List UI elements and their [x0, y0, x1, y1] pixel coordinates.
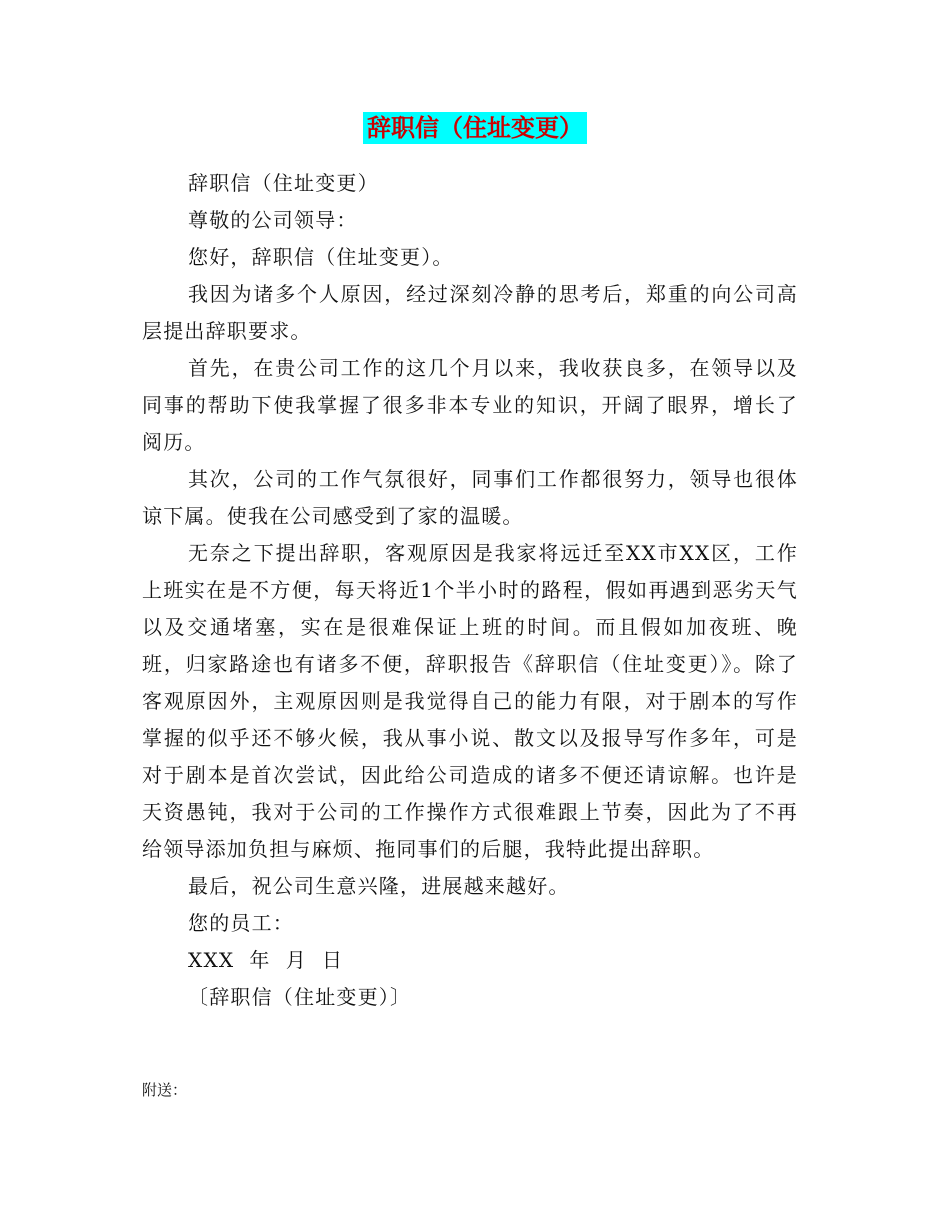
paragraph-reference: 〔辞职信（住址变更）〕: [188, 985, 412, 1009]
paragraph-closing: 最后，祝公司生意兴隆，进展越来越好。: [188, 874, 570, 898]
paragraph-reasons: 无奈之下提出辞职，客观原因是我家将远迁至XX市XX区，工作上班实在是不方便，每天将近1个半小时的路程，假如再遇到恶劣天气以及交通堵塞，实在是很难保证上班的时间。而且假如加夜班、晚班，归家路途也有诸多不便，辞职报告《辞职信（住址变更）》。除了客观原因外，主观原因则是我觉得自己的能力有限，对于剧本的写作掌握的似乎还不够火候，我从事小说、散文以及报导写作多年，可是对于剧本是首次尝试，因此给公司造成的诸多不便还请谅解。也许是天资愚钝，我对于公司的工作操作方式很难跟上节奏，因此为了不再给领导添加负担与麻烦、拖同事们的后腿，我特此提出辞职。: [142, 541, 798, 861]
document-body: [142, 165, 798, 1016]
document-title: 辞职信（住址变更）: [363, 112, 587, 144]
title-wrapper: [0, 112, 950, 144]
paragraph-first: 首先，在贵公司工作的这几个月以来，我收获良多，在领导以及同事的帮助下使我掌握了很多非本专业的知识，开阔了眼界，增长了阅历。: [142, 356, 798, 454]
paragraph-date: XXX 年 月 日: [188, 948, 344, 972]
paragraph-intent: 我因为诸多个人原因，经过深刻冷静的思考后，郑重的向公司高层提出辞职要求。: [142, 282, 798, 343]
footer-note: 附送：: [142, 1081, 188, 1099]
paragraph-signoff: 您的员工：: [188, 911, 294, 935]
paragraph-second: 其次，公司的工作气氛很好，同事们工作都很努力，领导也很体谅下属。使我在公司感受到了家的温暖。: [142, 467, 798, 528]
paragraph-salutation: 尊敬的公司领导：: [188, 208, 358, 232]
paragraph-heading: 辞职信（住址变更）: [188, 171, 379, 195]
paragraph-greeting: 您好，辞职信（住址变更）。: [188, 245, 454, 269]
